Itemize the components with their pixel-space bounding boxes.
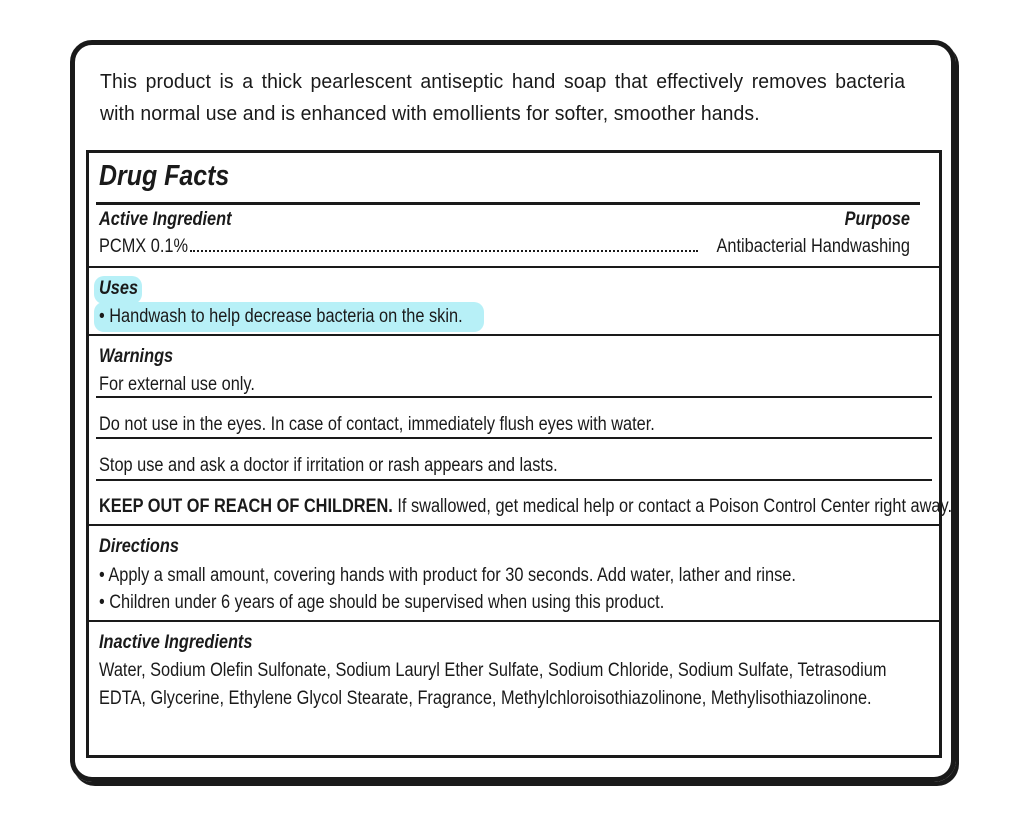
warnings-header: Warnings <box>99 346 174 367</box>
directions-header: Directions <box>99 536 179 557</box>
section-divider <box>86 620 942 622</box>
active-ingredient-header: Active Ingredient <box>99 209 232 230</box>
purpose-header: Purpose <box>844 209 910 230</box>
direction-apply: • Apply a small amount, covering hands with product for 30 seconds. Add water, lather and rinse. <box>99 565 796 586</box>
section-divider <box>86 266 942 268</box>
inactive-ingredients-header: Inactive Ingredients <box>99 632 253 653</box>
purpose-value: Antibacterial Handwashing <box>716 236 910 257</box>
warning-external-use: For external use only. <box>99 374 255 395</box>
uses-header: Uses <box>99 278 139 299</box>
warning-eyes: Do not use in the eyes. In case of contact, immediately flush eyes with water. <box>99 414 655 435</box>
active-ingredient-value: PCMX 0.1% <box>99 236 188 257</box>
inactive-ingredients-line-2: EDTA, Glycerine, Ethylene Glycol Stearate, Fragrance, Methylchloroisothiazolinone, Methylisothiazolinone. <box>99 688 872 709</box>
inactive-ingredients-line-1: Water, Sodium Olefin Sulfonate, Sodium Lauryl Ether Sulfate, Sodium Chloride, Sodium Sulfate, Tetrasodium <box>99 660 887 681</box>
product-description: This product is a thick pearlescent antiseptic hand soap that effectively removes bacteria with normal use and is enhanced with emollients for softer, smoother hands. <box>100 71 906 125</box>
warning-children <box>99 496 952 518</box>
dot-leader <box>190 236 698 252</box>
keep-out-reach-text: KEEP OUT OF REACH OF CHILDREN. <box>99 496 393 517</box>
section-divider <box>86 524 942 526</box>
swallowed-text: If swallowed, get medical help or contact a Poison Control Center right away. <box>397 496 953 517</box>
drug-facts-title: Drug Facts <box>99 160 230 192</box>
warning-divider <box>96 437 932 439</box>
warning-stop-use: Stop use and ask a doctor if irritation or rash appears and lasts. <box>99 455 558 476</box>
warning-divider <box>96 396 932 398</box>
warning-divider <box>96 479 932 481</box>
title-divider <box>96 202 920 205</box>
direction-children: • Children under 6 years of age should be supervised when using this product. <box>99 592 665 613</box>
section-divider <box>86 334 942 336</box>
uses-text: • Handwash to help decrease bacteria on the skin. <box>99 306 463 327</box>
